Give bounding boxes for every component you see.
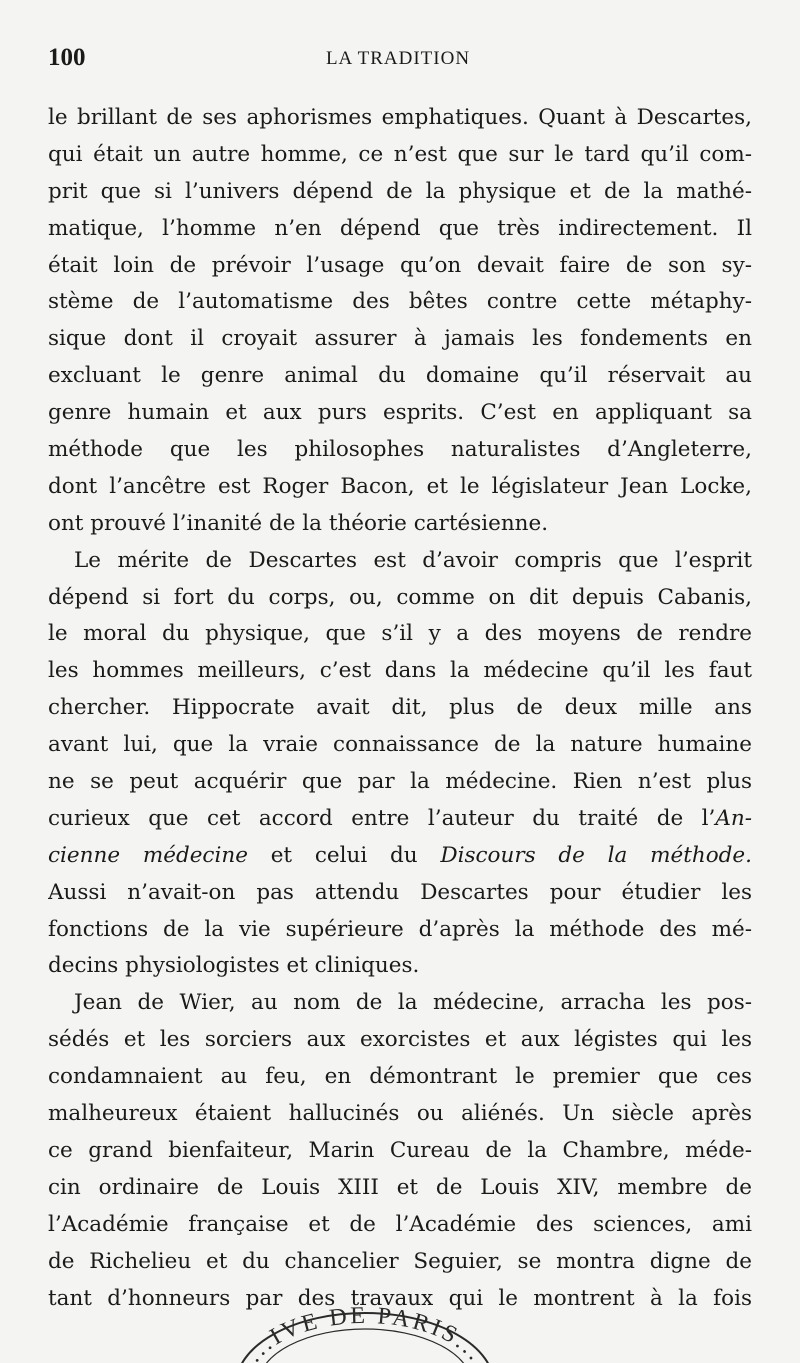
body-text: [48, 100, 752, 1317]
text-line: condamnaient au feu, en démontrant le premier que ces: [48, 1064, 752, 1090]
text-line: decins physiologistes et cliniques.: [48, 953, 420, 979]
library-stamp: [230, 1305, 500, 1363]
text-line: le brillant de ses aphorismes emphatiques. Quant à Descartes,: [48, 105, 752, 130]
italic-title: Discours de la méthode.: [440, 842, 752, 868]
text-line: excluant le genre animal du domaine qu’il réservait au: [48, 363, 752, 389]
text-line: fonctions de la vie supérieure d’après la méthode des mé-: [48, 916, 752, 942]
text-line: tant d’honneurs par des travaux qui le montrent à la fois: [48, 1285, 752, 1311]
text-line: qui était un autre homme, ce n’est que sur le tard qu’il com-: [48, 141, 752, 167]
text-line-segment: curieux que cet accord entre l’auteur du traité de l’: [48, 805, 716, 831]
text-line: cin ordinaire de Louis XIII et de Louis XIV, membre de: [48, 1174, 752, 1200]
text-line-segment: et celui du: [247, 842, 441, 868]
text-line: dépend si fort du corps, ou, comme on dit depuis Cabanis,: [48, 584, 752, 610]
text-line: [48, 838, 752, 875]
text-line: ne se peut acquérir que par la médecine. Rien n’est plus: [48, 769, 752, 795]
text-line: méthode que les philosophes naturalistes d’Angleterre,: [48, 437, 752, 463]
text-line: [48, 801, 752, 838]
text-line: les hommes meilleurs, c’est dans la médecine qu’il les faut: [48, 658, 752, 684]
running-title: LA TRADITION: [325, 48, 471, 69]
text-line: prit que si l’univers dépend de la physique et de la mathé-: [48, 178, 752, 204]
text-line: Le mérite de Descartes est d’avoir compris que l’esprit: [74, 547, 752, 573]
text-line: de Richelieu et du chancelier Seguier, se montra digne de: [48, 1248, 752, 1274]
text-line: sique dont il croyait assurer à jamais les fondements en: [48, 326, 752, 352]
italic-title-fragment: cienne médecine: [48, 842, 248, 868]
text-line: dont l’ancêtre est Roger Bacon, et le législateur Jean Locke,: [48, 473, 752, 499]
page-number: 100: [48, 44, 86, 71]
text-line: Jean de Wier, au nom de la médecine, arracha les pos-: [74, 990, 752, 1016]
text-line: l’Académie française et de l’Académie des sciences, ami: [48, 1211, 752, 1237]
text-line: sédés et les sorciers aux exorcistes et aux légistes qui les: [48, 1027, 752, 1053]
text-line: avant lui, que la vraie connaissance de la nature humaine: [48, 732, 752, 758]
text-line: était loin de prévoir l’usage qu’on devait faire de son sy-: [48, 252, 752, 278]
text-line: malheureux étaient hallucinés ou aliénés. Un siècle après: [48, 1101, 752, 1127]
stamp-text: ...IVE DE PARIS...: [240, 1305, 490, 1363]
italic-title-fragment: An-: [715, 805, 752, 831]
text-line: chercher. Hippocrate avait dit, plus de deux mille ans: [48, 695, 752, 721]
text-line: stème de l’automatisme des bêtes contre cette métaphy-: [48, 289, 752, 315]
running-head: [48, 44, 748, 74]
text-line: genre humain et aux purs esprits. C’est en appliquant sa: [48, 400, 752, 426]
text-line: le moral du physique, que s’il y a des moyens de rendre: [48, 621, 752, 647]
text-line: ce grand bienfaiteur, Marin Cureau de la Chambre, méde-: [48, 1137, 752, 1163]
text-line: Aussi n’avait-on pas attendu Descartes pour étudier les: [48, 879, 752, 905]
text-line: matique, l’homme n’en dépend que très indirectement. Il: [48, 215, 752, 241]
text-line: ont prouvé l’inanité de la théorie cartésienne.: [48, 510, 549, 536]
